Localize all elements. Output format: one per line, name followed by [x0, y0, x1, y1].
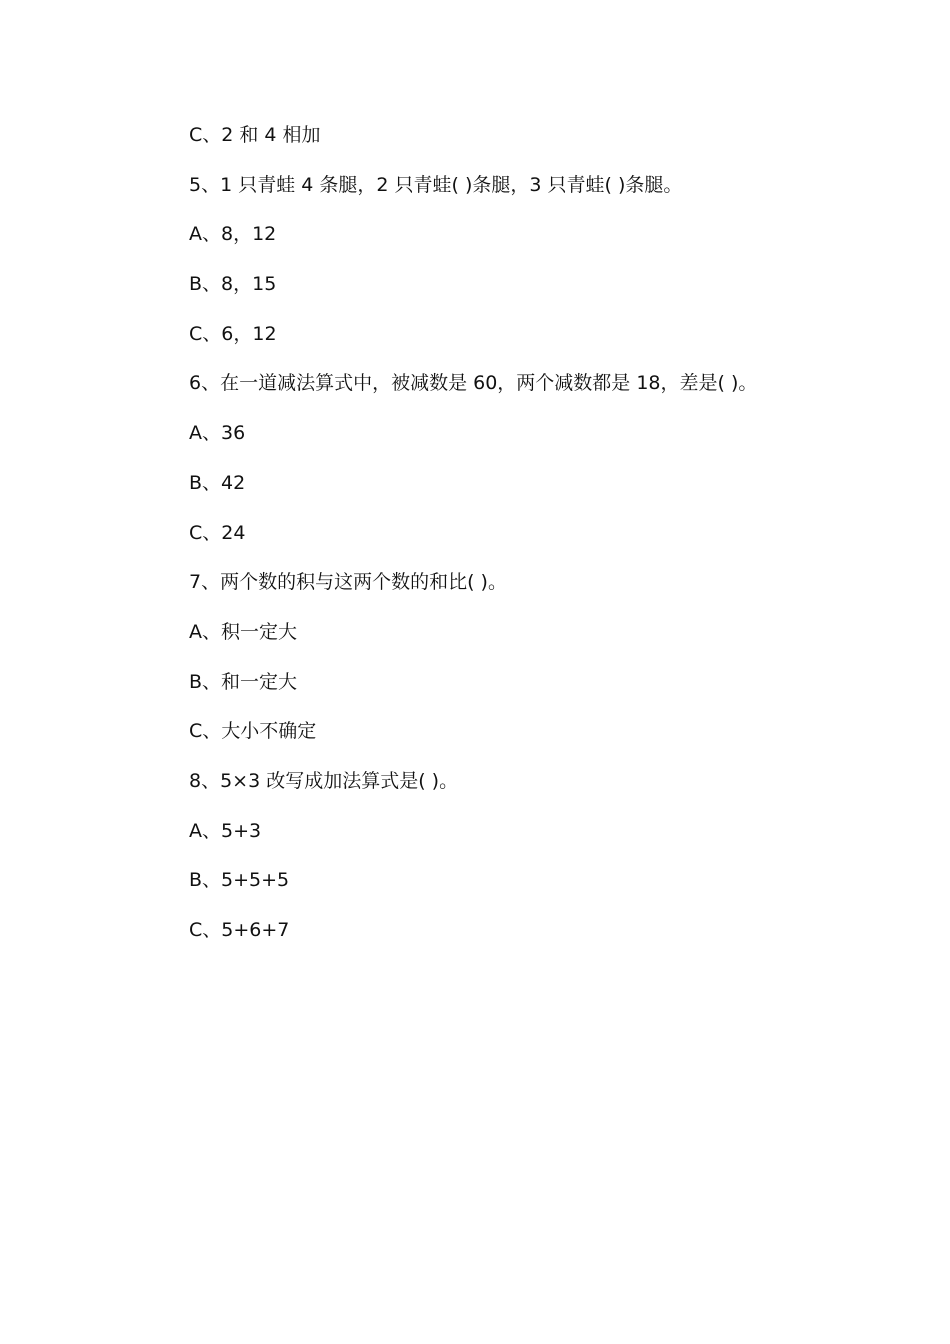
option-c-q6: C、24 [189, 521, 246, 544]
option-c-q7: C、大小不确定 [189, 720, 317, 743]
option-a-q6: A、36 [189, 422, 246, 445]
question-7: 7、两个数的积与这两个数的和比( )。 [189, 571, 507, 594]
option-b-q8: B、5+5+5 [189, 869, 290, 892]
option-b-q5: B、8，15 [189, 273, 277, 296]
option-b-q6: B、42 [189, 471, 246, 494]
option-c-q5: C、6，12 [189, 322, 277, 345]
question-6: 6、在一道减法算式中，被减数是 60，两个减数都是 18，差是( )。 [189, 372, 758, 395]
option-c-q4: C、2 和 4 相加 [189, 124, 321, 146]
option-b-q7: B、和一定大 [189, 670, 298, 693]
question-5: 5、1 只青蛙 4 条腿，2 只青蛙( )条腿，3 只青蛙( )条腿。 [189, 173, 683, 196]
option-a-q7: A、积一定大 [189, 620, 297, 643]
question-8: 8、5×3 改写成加法算式是( )。 [189, 769, 459, 792]
option-a-q8: A、5+3 [189, 819, 262, 842]
option-c-q8: C、5+6+7 [189, 919, 290, 941]
option-a-q5: A、8，12 [189, 223, 277, 246]
question-list [189, 118, 869, 963]
